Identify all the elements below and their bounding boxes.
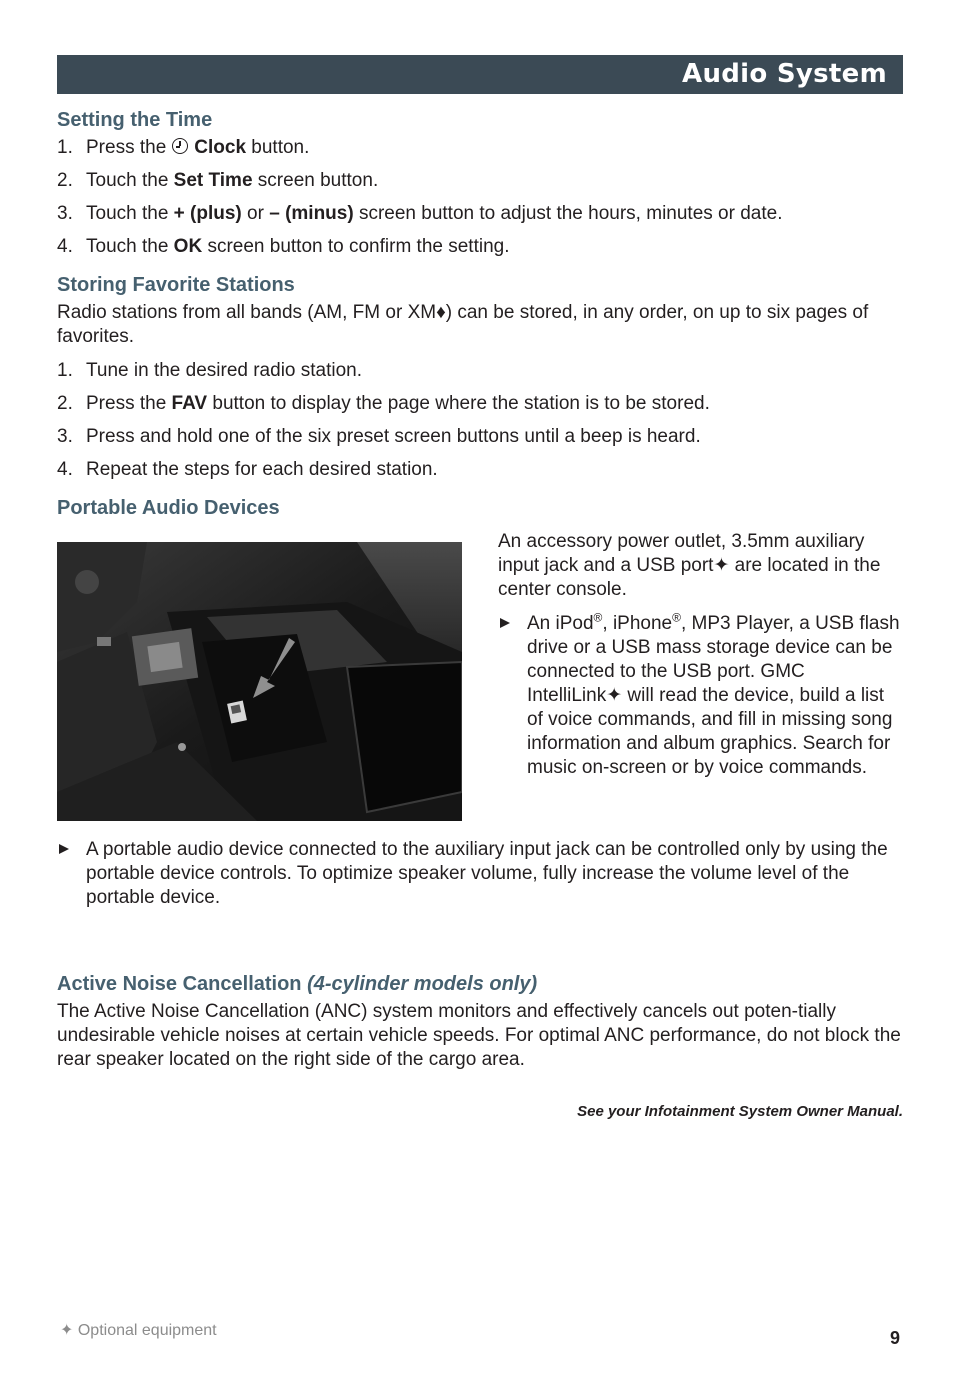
anc-body: The Active Noise Cancellation (ANC) system monitors and effectively cancels out poten-tially undesirable vehicle noises at certain vehicle speeds. For optimal ANC performance, do not block the rear speaker located on the right side of the cargo area. <box>57 1001 901 1070</box>
list-item <box>57 425 903 449</box>
bullet-arrow-icon <box>59 844 69 854</box>
step-text: Press and hold one of the six preset screen buttons until a beep is heard. <box>86 426 701 447</box>
optional-equipment-footnote: ✦ Optional equipment <box>60 1322 217 1339</box>
step-bold: – (minus) <box>269 203 354 224</box>
step-bold: Set Time <box>173 170 253 191</box>
step-number: 2. <box>57 393 73 414</box>
step-number: 4. <box>57 459 73 480</box>
header-bar <box>57 55 903 94</box>
bullet-arrow-icon <box>500 618 510 628</box>
step-number: 1. <box>57 360 73 381</box>
step-number: 4. <box>57 236 73 257</box>
anc-heading-note: (4-cylinder models only) <box>307 973 538 995</box>
step-number: 3. <box>57 426 73 447</box>
step-text: Press the <box>86 137 167 158</box>
bullet-text: An iPod <box>527 613 594 634</box>
bullet-text: , MP3 Player, a USB flash drive or a USB mass storage device can be connected to the USB port. GMC IntelliLink✦ will read the device, build a list of voice commands, and fill in missing song information and album graphics. Search for music on-screen or by voice commands. <box>527 613 900 778</box>
list-item <box>57 169 903 193</box>
anc-heading <box>57 972 903 996</box>
portable-text <box>498 530 903 780</box>
step-text: screen button to adjust the hours, minutes or date. <box>353 203 783 224</box>
main-content <box>57 108 903 1124</box>
step-bold: OK <box>173 236 203 257</box>
step-text: button. <box>246 137 310 158</box>
step-number: 1. <box>57 137 73 158</box>
see-manual-note: See your Infotainment System Owner Manual. <box>577 1103 903 1120</box>
registered-mark: ® <box>593 610 603 625</box>
step-number: 2. <box>57 170 73 191</box>
step-text: screen button to confirm the setting. <box>202 236 510 257</box>
list-item <box>57 458 903 482</box>
list-item <box>57 136 903 160</box>
list-item <box>57 202 903 226</box>
list-item <box>57 235 903 259</box>
portable-heading: Portable Audio Devices <box>57 497 280 519</box>
step-bold: + (plus) <box>173 203 242 224</box>
step-bold: Clock <box>194 137 247 158</box>
portable-intro: An accessory power outlet, 3.5mm auxiliary input jack and a USB port✦ are located in the center console. <box>498 531 881 600</box>
portable-media-row <box>57 530 903 820</box>
page-number: 9 <box>889 1328 900 1348</box>
portable-bullet-aux <box>57 838 903 910</box>
step-text: Touch the <box>86 170 174 191</box>
favorites-steps <box>57 359 903 482</box>
step-text: Press the <box>86 393 172 414</box>
step-text: Tune in the desired radio station. <box>86 360 363 381</box>
setting-time-heading: Setting the Time <box>57 109 213 131</box>
clock-icon <box>172 138 188 154</box>
bullet-text: A portable audio device connected to the auxiliary input jack can be controlled only by using the portable device controls. To optimize speaker volume, fully increase the volume level of the portable device. <box>86 839 888 908</box>
step-text: Touch the <box>86 203 174 224</box>
favorites-heading: Storing Favorite Stations <box>57 274 295 296</box>
registered-mark: ® <box>672 610 681 625</box>
step-text: button to display the page where the station is to be stored. <box>207 393 710 414</box>
step-text: or <box>241 203 270 224</box>
step-text: Touch the <box>86 236 174 257</box>
center-console-photo <box>57 542 462 821</box>
portable-bullet-ipod <box>498 612 903 780</box>
anc-heading-text: Active Noise Cancellation <box>57 973 302 995</box>
list-item <box>57 392 903 416</box>
step-bold: FAV <box>171 393 208 414</box>
favorites-intro: Radio stations from all bands (AM, FM or XM♦) can be stored, in any order, on up to six pages of favorites. <box>57 302 869 347</box>
step-text: Repeat the steps for each desired station. <box>86 459 438 480</box>
page-title: Audio System <box>682 59 887 89</box>
step-number: 3. <box>57 203 73 224</box>
bullet-text: , iPhone <box>602 613 673 634</box>
step-text: screen button. <box>252 170 379 191</box>
list-item <box>57 359 903 383</box>
setting-time-steps <box>57 136 903 259</box>
